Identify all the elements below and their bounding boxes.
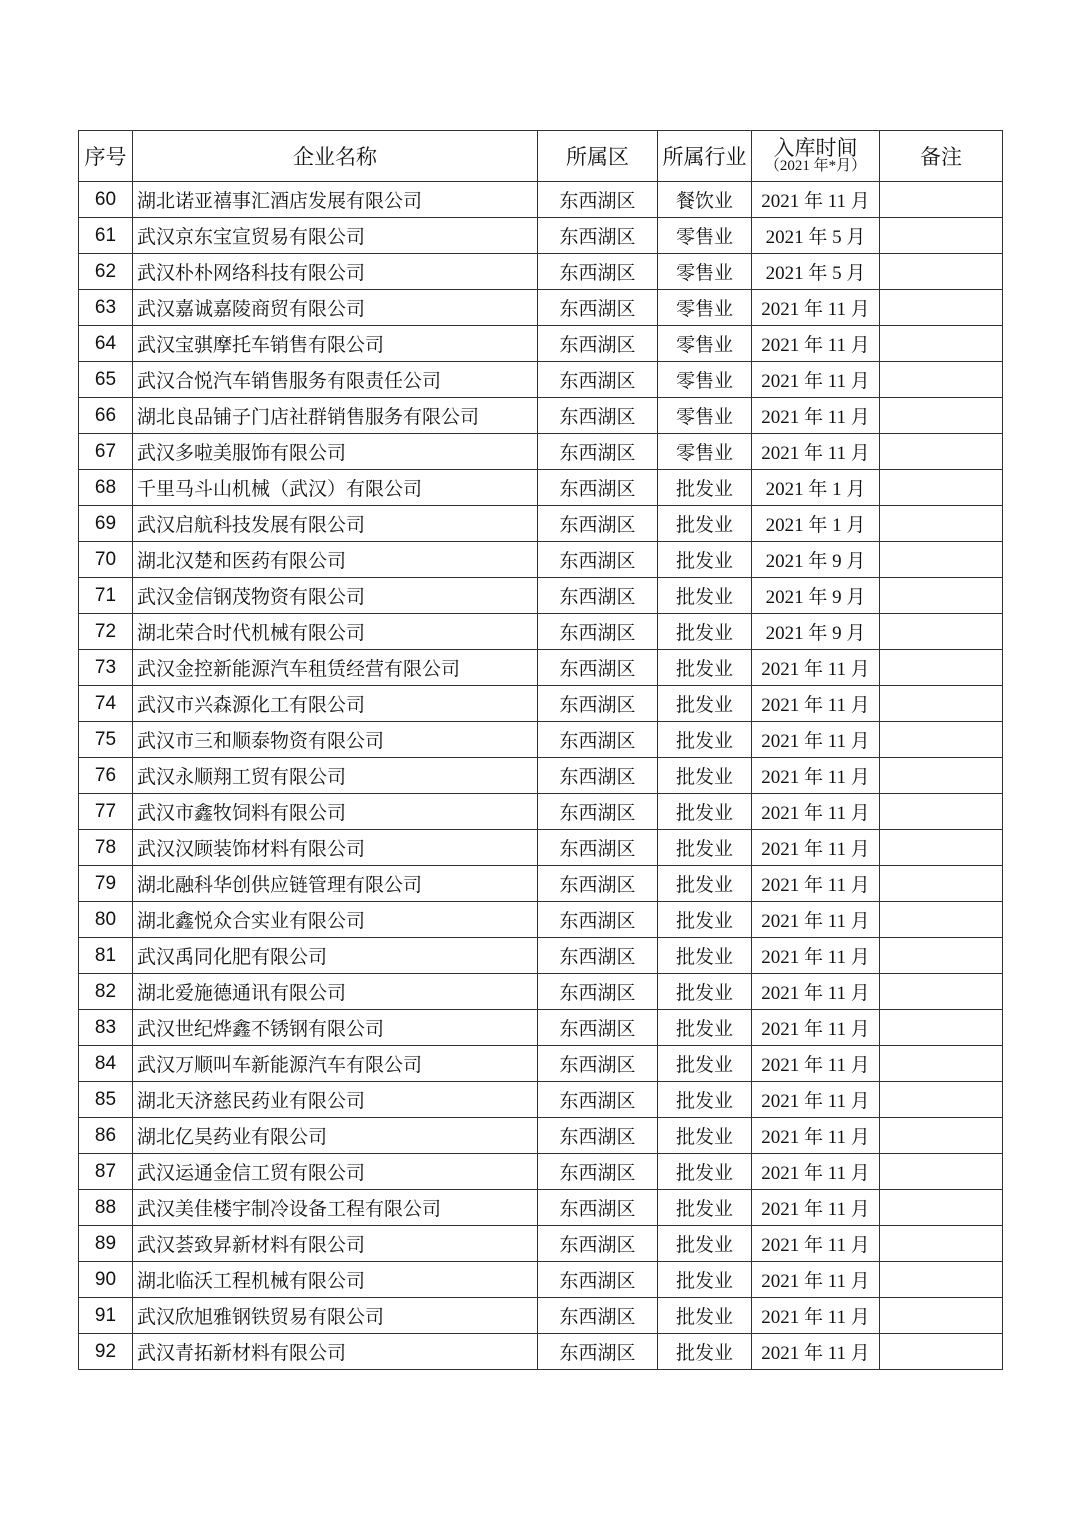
cell-remark [880, 1334, 1003, 1370]
table-row [79, 1046, 1003, 1082]
table-row [79, 218, 1003, 254]
cell-remark [880, 542, 1003, 578]
cell-remark [880, 830, 1003, 866]
cell-remark [880, 1154, 1003, 1190]
cell-district: 东西湖区 [538, 218, 658, 254]
table-row [79, 902, 1003, 938]
cell-seq: 69 [79, 506, 133, 542]
cell-seq: 70 [79, 542, 133, 578]
cell-district: 东西湖区 [538, 1190, 658, 1226]
cell-district: 东西湖区 [538, 686, 658, 722]
cell-district: 东西湖区 [538, 1118, 658, 1154]
table-row [79, 398, 1003, 434]
cell-industry: 零售业 [658, 434, 752, 470]
cell-district: 东西湖区 [538, 182, 658, 218]
cell-date: 2021 年 9 月 [752, 578, 880, 614]
cell-industry: 批发业 [658, 1190, 752, 1226]
cell-remark [880, 1226, 1003, 1262]
cell-date: 2021 年 11 月 [752, 1154, 880, 1190]
cell-district: 东西湖区 [538, 722, 658, 758]
cell-remark [880, 1082, 1003, 1118]
cell-remark [880, 1046, 1003, 1082]
cell-seq: 73 [79, 650, 133, 686]
cell-date: 2021 年 9 月 [752, 614, 880, 650]
cell-district: 东西湖区 [538, 650, 658, 686]
cell-name: 武汉多啦美服饰有限公司 [133, 434, 538, 470]
cell-industry: 批发业 [658, 686, 752, 722]
cell-seq: 64 [79, 326, 133, 362]
cell-name: 湖北荣合时代机械有限公司 [133, 614, 538, 650]
cell-date: 2021 年 5 月 [752, 254, 880, 290]
cell-industry: 批发业 [658, 1046, 752, 1082]
cell-seq: 78 [79, 830, 133, 866]
cell-industry: 批发业 [658, 650, 752, 686]
cell-name: 湖北汉楚和医药有限公司 [133, 542, 538, 578]
cell-date: 2021 年 11 月 [752, 326, 880, 362]
cell-remark [880, 794, 1003, 830]
header-date-sub: （2021 年*月） [764, 158, 867, 175]
cell-industry: 批发业 [658, 830, 752, 866]
cell-remark [880, 1298, 1003, 1334]
cell-seq: 65 [79, 362, 133, 398]
cell-seq: 66 [79, 398, 133, 434]
cell-seq: 86 [79, 1118, 133, 1154]
cell-seq: 68 [79, 470, 133, 506]
cell-district: 东西湖区 [538, 1154, 658, 1190]
cell-date: 2021 年 11 月 [752, 722, 880, 758]
cell-seq: 87 [79, 1154, 133, 1190]
cell-name: 武汉启航科技发展有限公司 [133, 506, 538, 542]
table-row [79, 794, 1003, 830]
cell-name: 武汉京东宝宣贸易有限公司 [133, 218, 538, 254]
cell-name: 武汉市三和顺泰物资有限公司 [133, 722, 538, 758]
cell-industry: 批发业 [658, 1334, 752, 1370]
table-row [79, 182, 1003, 218]
cell-date: 2021 年 11 月 [752, 290, 880, 326]
cell-name: 湖北诺亚禧事汇酒店发展有限公司 [133, 182, 538, 218]
cell-seq: 71 [79, 578, 133, 614]
cell-seq: 82 [79, 974, 133, 1010]
cell-industry: 零售业 [658, 290, 752, 326]
cell-industry: 批发业 [658, 1154, 752, 1190]
cell-date: 2021 年 11 月 [752, 974, 880, 1010]
cell-remark [880, 902, 1003, 938]
table-row [79, 1010, 1003, 1046]
cell-industry: 零售业 [658, 218, 752, 254]
table-body [79, 182, 1003, 1370]
cell-industry: 批发业 [658, 722, 752, 758]
cell-name: 湖北融科华创供应链管理有限公司 [133, 866, 538, 902]
cell-remark [880, 938, 1003, 974]
cell-district: 东西湖区 [538, 866, 658, 902]
table-row [79, 1082, 1003, 1118]
cell-remark [880, 470, 1003, 506]
cell-date: 2021 年 11 月 [752, 434, 880, 470]
header-name: 企业名称 [133, 131, 538, 182]
cell-remark [880, 1262, 1003, 1298]
table-row [79, 434, 1003, 470]
cell-name: 湖北亿昊药业有限公司 [133, 1118, 538, 1154]
cell-district: 东西湖区 [538, 938, 658, 974]
cell-seq: 77 [79, 794, 133, 830]
cell-seq: 62 [79, 254, 133, 290]
cell-industry: 批发业 [658, 506, 752, 542]
table-row [79, 1226, 1003, 1262]
cell-date: 2021 年 1 月 [752, 506, 880, 542]
cell-district: 东西湖区 [538, 362, 658, 398]
cell-remark [880, 218, 1003, 254]
table-row [79, 1190, 1003, 1226]
cell-industry: 批发业 [658, 1226, 752, 1262]
cell-district: 东西湖区 [538, 1298, 658, 1334]
cell-date: 2021 年 11 月 [752, 1298, 880, 1334]
cell-industry: 批发业 [658, 974, 752, 1010]
cell-date: 2021 年 11 月 [752, 182, 880, 218]
cell-district: 东西湖区 [538, 398, 658, 434]
cell-seq: 80 [79, 902, 133, 938]
cell-district: 东西湖区 [538, 434, 658, 470]
cell-industry: 批发业 [658, 1262, 752, 1298]
cell-industry: 零售业 [658, 254, 752, 290]
cell-date: 2021 年 11 月 [752, 1190, 880, 1226]
cell-name: 湖北临沃工程机械有限公司 [133, 1262, 538, 1298]
table-row [79, 722, 1003, 758]
cell-date: 2021 年 11 月 [752, 1082, 880, 1118]
table-row [79, 650, 1003, 686]
cell-industry: 批发业 [658, 1118, 752, 1154]
header-seq: 序号 [79, 131, 133, 182]
cell-seq: 72 [79, 614, 133, 650]
table-row [79, 758, 1003, 794]
cell-remark [880, 254, 1003, 290]
cell-date: 2021 年 11 月 [752, 650, 880, 686]
cell-date: 2021 年 11 月 [752, 902, 880, 938]
cell-date: 2021 年 11 月 [752, 1046, 880, 1082]
header-industry: 所属行业 [658, 131, 752, 182]
cell-remark [880, 686, 1003, 722]
cell-seq: 79 [79, 866, 133, 902]
cell-date: 2021 年 11 月 [752, 686, 880, 722]
cell-date: 2021 年 11 月 [752, 794, 880, 830]
cell-name: 武汉宝骐摩托车销售有限公司 [133, 326, 538, 362]
table-row [79, 614, 1003, 650]
cell-district: 东西湖区 [538, 614, 658, 650]
cell-district: 东西湖区 [538, 1262, 658, 1298]
cell-name: 武汉禹同化肥有限公司 [133, 938, 538, 974]
table-row [79, 1298, 1003, 1334]
cell-date: 2021 年 1 月 [752, 470, 880, 506]
header-remark: 备注 [880, 131, 1003, 182]
cell-remark [880, 398, 1003, 434]
cell-district: 东西湖区 [538, 1334, 658, 1370]
cell-seq: 76 [79, 758, 133, 794]
cell-name: 武汉金控新能源汽车租赁经营有限公司 [133, 650, 538, 686]
cell-seq: 61 [79, 218, 133, 254]
table-row [79, 290, 1003, 326]
cell-district: 东西湖区 [538, 290, 658, 326]
cell-seq: 84 [79, 1046, 133, 1082]
cell-district: 东西湖区 [538, 902, 658, 938]
cell-name: 武汉市鑫牧饲料有限公司 [133, 794, 538, 830]
cell-district: 东西湖区 [538, 974, 658, 1010]
table-row [79, 1334, 1003, 1370]
cell-remark [880, 974, 1003, 1010]
cell-seq: 60 [79, 182, 133, 218]
cell-date: 2021 年 9 月 [752, 542, 880, 578]
cell-name: 武汉运通金信工贸有限公司 [133, 1154, 538, 1190]
cell-date: 2021 年 11 月 [752, 1262, 880, 1298]
cell-name: 湖北鑫悦众合实业有限公司 [133, 902, 538, 938]
cell-date: 2021 年 11 月 [752, 758, 880, 794]
header-date [752, 131, 880, 182]
cell-date: 2021 年 11 月 [752, 362, 880, 398]
cell-remark [880, 290, 1003, 326]
cell-date: 2021 年 11 月 [752, 938, 880, 974]
cell-remark [880, 434, 1003, 470]
cell-date: 2021 年 11 月 [752, 830, 880, 866]
cell-district: 东西湖区 [538, 830, 658, 866]
cell-seq: 89 [79, 1226, 133, 1262]
cell-remark [880, 758, 1003, 794]
cell-seq: 81 [79, 938, 133, 974]
cell-seq: 74 [79, 686, 133, 722]
table-row [79, 830, 1003, 866]
cell-seq: 67 [79, 434, 133, 470]
table-row [79, 506, 1003, 542]
cell-name: 武汉美佳楼宇制冷设备工程有限公司 [133, 1190, 538, 1226]
cell-name: 千里马斗山机械（武汉）有限公司 [133, 470, 538, 506]
table-header-row [79, 131, 1003, 182]
table-row [79, 362, 1003, 398]
cell-industry: 零售业 [658, 362, 752, 398]
cell-industry: 批发业 [658, 614, 752, 650]
cell-industry: 批发业 [658, 902, 752, 938]
cell-remark [880, 506, 1003, 542]
cell-seq: 75 [79, 722, 133, 758]
cell-seq: 91 [79, 1298, 133, 1334]
cell-seq: 90 [79, 1262, 133, 1298]
cell-industry: 批发业 [658, 1082, 752, 1118]
cell-name: 湖北良品铺子门店社群销售服务有限公司 [133, 398, 538, 434]
table-row [79, 974, 1003, 1010]
cell-district: 东西湖区 [538, 506, 658, 542]
cell-district: 东西湖区 [538, 758, 658, 794]
cell-industry: 批发业 [658, 758, 752, 794]
header-district: 所属区 [538, 131, 658, 182]
cell-district: 东西湖区 [538, 542, 658, 578]
cell-name: 武汉青拓新材料有限公司 [133, 1334, 538, 1370]
cell-remark [880, 362, 1003, 398]
cell-name: 武汉万顺叫车新能源汽车有限公司 [133, 1046, 538, 1082]
cell-remark [880, 1010, 1003, 1046]
cell-industry: 餐饮业 [658, 182, 752, 218]
table-row [79, 326, 1003, 362]
cell-seq: 92 [79, 1334, 133, 1370]
cell-seq: 85 [79, 1082, 133, 1118]
cell-remark [880, 182, 1003, 218]
cell-date: 2021 年 11 月 [752, 1118, 880, 1154]
cell-name: 湖北天济慈民药业有限公司 [133, 1082, 538, 1118]
table-row [79, 686, 1003, 722]
cell-date: 2021 年 11 月 [752, 866, 880, 902]
cell-industry: 批发业 [658, 470, 752, 506]
cell-remark [880, 722, 1003, 758]
cell-seq: 63 [79, 290, 133, 326]
cell-date: 2021 年 11 月 [752, 398, 880, 434]
cell-remark [880, 1190, 1003, 1226]
cell-district: 东西湖区 [538, 1010, 658, 1046]
enterprise-table [78, 130, 1003, 1370]
cell-district: 东西湖区 [538, 794, 658, 830]
cell-industry: 批发业 [658, 1298, 752, 1334]
cell-industry: 零售业 [658, 326, 752, 362]
cell-district: 东西湖区 [538, 470, 658, 506]
cell-industry: 零售业 [658, 398, 752, 434]
table-row [79, 866, 1003, 902]
cell-name: 武汉金信钢茂物资有限公司 [133, 578, 538, 614]
cell-seq: 83 [79, 1010, 133, 1046]
cell-remark [880, 326, 1003, 362]
cell-name: 武汉汉顾装饰材料有限公司 [133, 830, 538, 866]
cell-remark [880, 578, 1003, 614]
cell-name: 武汉世纪烨鑫不锈钢有限公司 [133, 1010, 538, 1046]
cell-industry: 批发业 [658, 578, 752, 614]
cell-name: 武汉欣旭雅钢铁贸易有限公司 [133, 1298, 538, 1334]
cell-industry: 批发业 [658, 542, 752, 578]
cell-seq: 88 [79, 1190, 133, 1226]
cell-industry: 批发业 [658, 1010, 752, 1046]
cell-name: 武汉市兴森源化工有限公司 [133, 686, 538, 722]
cell-district: 东西湖区 [538, 254, 658, 290]
cell-name: 武汉嘉诚嘉陵商贸有限公司 [133, 290, 538, 326]
table-row [79, 254, 1003, 290]
cell-remark [880, 650, 1003, 686]
cell-name: 武汉合悦汽车销售服务有限责任公司 [133, 362, 538, 398]
cell-industry: 批发业 [658, 866, 752, 902]
table-row [79, 938, 1003, 974]
table-row [79, 542, 1003, 578]
cell-date: 2021 年 11 月 [752, 1010, 880, 1046]
cell-name: 武汉朴朴网络科技有限公司 [133, 254, 538, 290]
table-row [79, 470, 1003, 506]
cell-district: 东西湖区 [538, 1082, 658, 1118]
cell-remark [880, 1118, 1003, 1154]
cell-district: 东西湖区 [538, 326, 658, 362]
table-row [79, 1262, 1003, 1298]
cell-remark [880, 866, 1003, 902]
cell-name: 武汉永顺翔工贸有限公司 [133, 758, 538, 794]
cell-date: 2021 年 11 月 [752, 1226, 880, 1262]
cell-district: 东西湖区 [538, 1226, 658, 1262]
table-row [79, 1118, 1003, 1154]
cell-industry: 批发业 [658, 794, 752, 830]
cell-name: 湖北爱施德通讯有限公司 [133, 974, 538, 1010]
cell-date: 2021 年 11 月 [752, 1334, 880, 1370]
cell-district: 东西湖区 [538, 1046, 658, 1082]
cell-district: 东西湖区 [538, 578, 658, 614]
table-row [79, 1154, 1003, 1190]
cell-name: 武汉荟致昇新材料有限公司 [133, 1226, 538, 1262]
header-date-main: 入库时间 [773, 136, 858, 161]
cell-industry: 批发业 [658, 938, 752, 974]
table-row [79, 578, 1003, 614]
cell-remark [880, 614, 1003, 650]
cell-date: 2021 年 5 月 [752, 218, 880, 254]
